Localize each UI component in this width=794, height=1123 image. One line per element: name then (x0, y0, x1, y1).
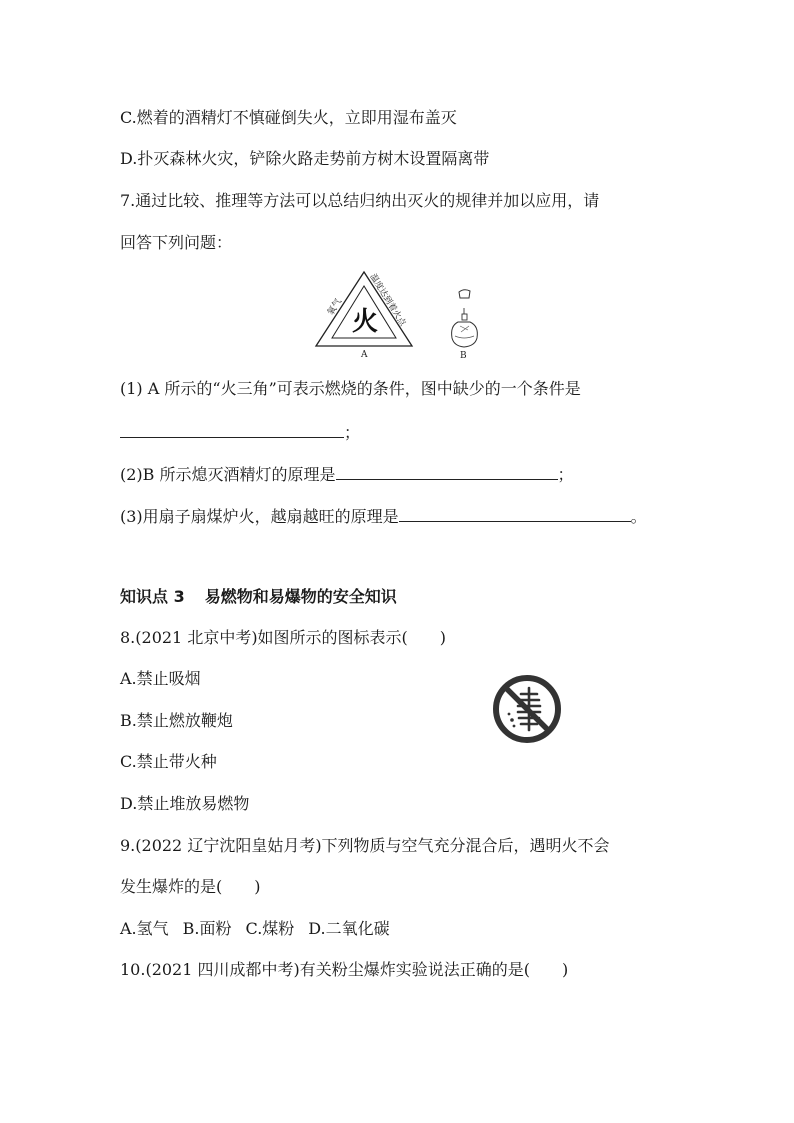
q7-part3-end: 。 (630, 507, 647, 526)
q8-option-c: C.禁止带火种 (120, 752, 217, 771)
triangle-center-fire: 火 (352, 307, 379, 337)
q7-part1-text: (1) A 所示的“火三角”可表示燃烧的条件，图中缺少的一个条件是 (120, 379, 581, 398)
q8-option-a: A.禁止吸烟 (120, 669, 201, 688)
q9-option-c: C.煤粉 (245, 919, 295, 938)
q9-stem-line1: 9.(2022 辽宁沈阳皇姑月考)下列物质与空气充分混合后，遇明火不会 (120, 836, 610, 855)
q9-option-a: A.氢气 (120, 919, 169, 938)
q9-stem-line2: 发生爆炸的是( ) (120, 877, 261, 896)
fire-triangle-a (316, 272, 412, 360)
q9-options (120, 919, 390, 939)
q6-option-c: C.燃着的酒精灯不慎碰倒失火，立即用湿布盖灭 (120, 108, 457, 127)
label-b: B (460, 351, 467, 361)
q7-part1-end: ； (344, 423, 361, 442)
q7-part1 (120, 379, 581, 399)
q7-part2 (120, 463, 574, 485)
q8-option-d: D.禁止堆放易燃物 (120, 794, 250, 813)
q7-part1-blank[interactable] (120, 421, 344, 438)
label-a: A (361, 350, 368, 360)
q7-part3-text: (3)用扇子扇煤炉火，越扇越旺的原理是 (120, 507, 399, 526)
q7-part3 (120, 505, 647, 527)
q8-stem: 8.(2021 北京中考)如图所示的图标表示( ) (120, 628, 447, 647)
q6-option-d: D.扑灭森林火灾，铲除火路走势前方树木设置隔离带 (120, 149, 490, 168)
q9-option-b: B.面粉 (182, 919, 232, 938)
triangle-left-label: 氧气 (326, 297, 345, 318)
q7-part2-end: ； (557, 465, 574, 484)
fire-triangle-figure (312, 268, 502, 364)
q7-stem-line1: 7.通过比较、推理等方法可以总结归纳出灭火的规律并加以应用，请 (120, 191, 600, 210)
section-title: 易燃物和易爆物的安全知识 (204, 587, 397, 606)
q7-part2-text: (2)B 所示熄灭酒精灯的原理是 (120, 465, 336, 484)
alcohol-lamp-b (452, 290, 478, 361)
q7-part2-blank[interactable] (336, 463, 558, 480)
q10-stem: 10.(2021 四川成都中考)有关粉尘爆炸实验说法正确的是( ) (120, 960, 569, 979)
q9-option-d: D.二氧化碳 (308, 919, 390, 938)
q8-option-b: B.禁止燃放鞭炮 (120, 711, 233, 730)
q7-stem-line2: 回答下列问题： (120, 233, 233, 252)
section-heading (120, 587, 397, 607)
no-firecrackers-sign-icon (492, 674, 562, 744)
section-prefix: 知识点 3 (120, 587, 185, 606)
q7-part3-blank[interactable] (399, 505, 631, 522)
q7-part1-answer-line (120, 421, 360, 443)
triangle-right-label: 温度达到着火点 (367, 272, 408, 329)
